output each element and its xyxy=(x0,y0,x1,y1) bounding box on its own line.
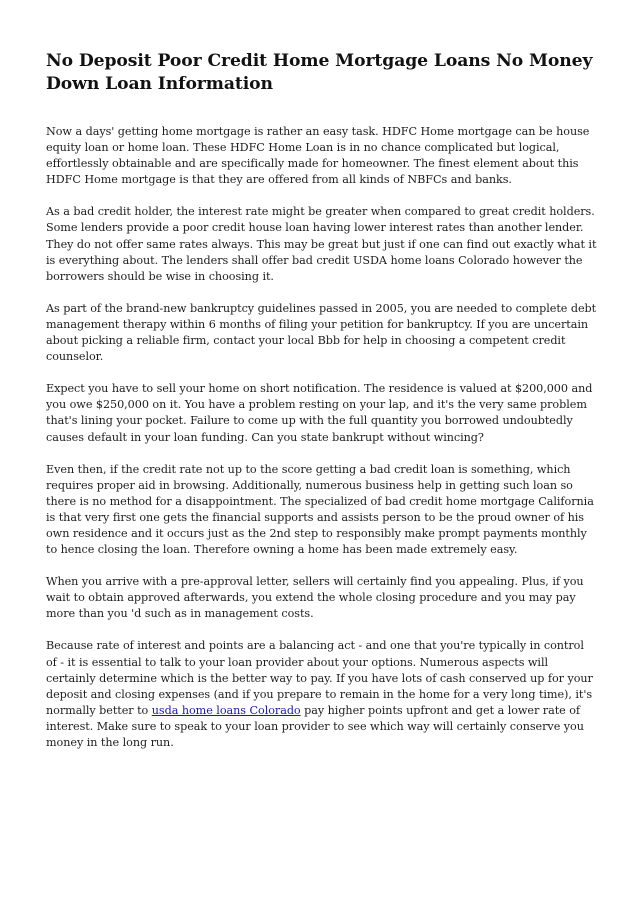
paragraph: As a bad credit holder, the interest rate might be greater when compared to great credit holders. Some lenders provide a poor credit house loan having lower interest rates than another lender. They do not offer same rates always. This may be great but just if one can find out exactly what it is everything about. The lenders shall offer bad credit USDA home loans Colorado however the borrowers should be wise in choosing it. xyxy=(46,205,597,283)
paragraph: As part of the brand-new bankruptcy guidelines passed in 2005, you are needed to complete debt management therapy within 6 months of filing your petition for bankruptcy. If you are uncertain about picking a reliable firm, contact your local Bbb for help in choosing a competent credit counselor. xyxy=(46,301,597,364)
paragraph: When you arrive with a pre-approval letter, sellers will certainly find you appealing. Plus, if you wait to obtain approved afterwards, you extend the whole closing procedure and you may pay more than you 'd such as in management costs. xyxy=(46,575,584,621)
paragraph-text-before-link: Because rate of interest and points are a balancing act - and one that you're typically in control of - it is essential to talk to your loan provider about your options. Numerous aspects will certainly determine which is the better way to pay. If you have lots of cash conserved up for your deposit and closing expenses (and if you prepare to remain in the home for a very long time), it's normally better to xyxy=(46,639,593,717)
paragraph: Expect you have to sell your home on short notification. The residence is valued at $200,000 and you owe $250,000 on it. You have a problem resting on your lap, and it's the very same problem that's lining your pocket. Failure to come up with the full quantity you borrowed undoubtedly causes default in your loan funding. Can you state bankrupt without wincing? xyxy=(46,382,593,444)
paragraph: Even then, if the credit rate not up to the score getting a bad credit loan is something, which requires proper aid in browsing. Additionally, numerous business help in getting such loan so there is no method for a disappointment. The specialized of bad credit home mortgage California is that very first one gets the financial supports and assists person to be the proud owner of his own residence and it occurs just as the 2nd step to responsibly make prompt payments monthly to hence closing the loan. Therefore owning a home has been made extremely easy. xyxy=(46,462,594,557)
paragraph-text-after-link: pay higher points upfront and get a lower rate of interest. Make sure to speak to your loan provider to see which way will certainly conserve you money in the long run. xyxy=(46,703,584,749)
document-body xyxy=(46,124,598,751)
document-title: No Deposit Poor Credit Home Mortgage Loans No Money Down Loan Information xyxy=(46,51,593,94)
document-page xyxy=(46,50,598,767)
usda-home-loans-link[interactable]: usda home loans Colorado xyxy=(151,703,301,717)
paragraph: Now a days' getting home mortgage is rather an easy task. HDFC Home mortgage can be house equity loan or home loan. These HDFC Home Loan is in no chance complicated but logical, effortlessly obtainable and are specifically made for homeowner. The finest element about this HDFC Home mortgage is that they are offered from all kinds of NBFCs and banks. xyxy=(46,125,590,187)
paragraph-with-link xyxy=(46,638,598,751)
